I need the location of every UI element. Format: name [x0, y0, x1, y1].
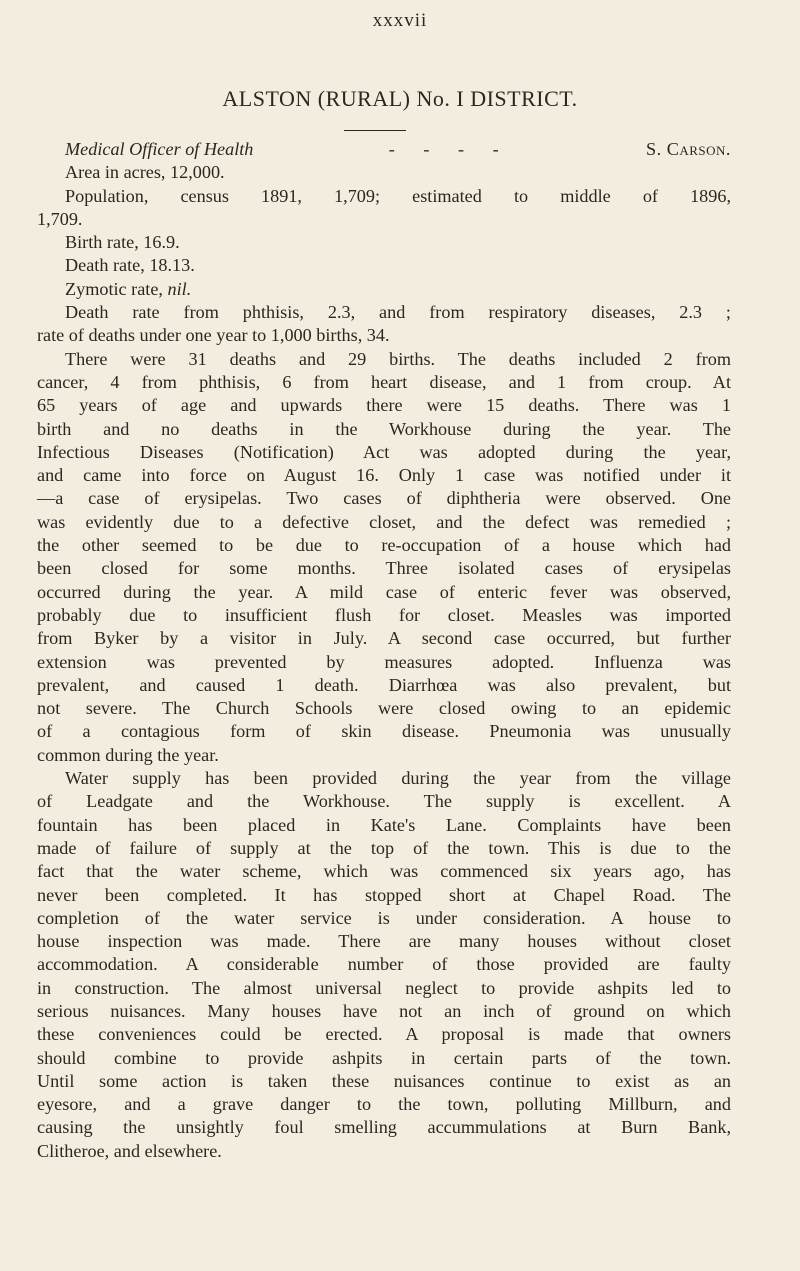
phthisis-line: Death rate from phthisis, 2.3, and from respiratory diseases, 2.3 ;	[65, 302, 731, 323]
paragraph-line: serious nuisances. Many houses have not an inch of ground on which	[37, 1000, 731, 1021]
officer-title: Medical Officer of Health	[65, 139, 254, 159]
paragraph-line: from Byker by a visitor in July. A second case occurred, but further	[37, 628, 731, 649]
paragraph-line: the other seemed to be due to re-occupation of a house which had	[37, 535, 731, 556]
district-heading: ALSTON (RURAL) No. I DISTRICT.	[222, 86, 578, 111]
paragraph-line: never been completed. It has stopped short at Chapel Road. The	[37, 884, 731, 905]
paragraph-line: —a case of erysipelas. Two cases of diphtheria were observed. One	[37, 488, 731, 509]
death-rate-line: Death rate, 18.13.	[65, 255, 195, 276]
paragraph-line: house inspection was made. There are many houses without closet	[37, 931, 731, 952]
paragraph-line: birth and no deaths in the Workhouse during the year. The	[37, 418, 731, 439]
paragraph-line: probably due to insufficient flush for closet. Measles was imported	[37, 604, 731, 625]
paragraph-line: Clitheroe, and elsewhere.	[37, 1140, 222, 1161]
paragraph-line: causing the unsightly foul smelling accummulations at Burn Bank,	[37, 1117, 731, 1138]
paragraph-line: Until some action is taken these nuisances continue to exist as an	[37, 1070, 731, 1091]
paragraph-line: Infectious Diseases (Notification) Act was adopted during the year,	[37, 441, 731, 462]
paragraph-line: of a contagious form of skin disease. Pneumonia was unusually	[37, 721, 731, 742]
paragraph-line: should combine to provide ashpits in certain parts of the town.	[37, 1047, 731, 1068]
paragraph-line: extension was prevented by measures adopted. Influenza was	[37, 651, 731, 672]
population-line: Population, census 1891, 1,709; estimated to middle of 1896,	[65, 185, 731, 206]
paragraph-line: occurred during the year. A mild case of enteric fever was observed,	[37, 581, 731, 602]
paragraph-line: cancer, 4 from phthisis, 6 from heart disease, and 1 from croup. At	[37, 371, 731, 392]
zymotic-value: nil.	[167, 278, 192, 299]
paragraph-line: these conveniences could be erected. A proposal is made that owners	[37, 1024, 731, 1045]
paragraph-line: not severe. The Church Schools were closed owing to an epidemic	[37, 698, 731, 719]
paragraph-line: been closed for some months. Three isolated cases of erysipelas	[37, 558, 731, 579]
area-line: Area in acres, 12,000.	[65, 162, 225, 183]
paragraph-deaths-diseases	[37, 348, 731, 767]
paragraph-line: common during the year.	[37, 744, 219, 765]
paragraph-line: was evidently due to a defective closet, and the defect was remedied ;	[37, 511, 731, 532]
paragraph-line: There were 31 deaths and 29 births. The deaths included 2 from	[65, 348, 731, 369]
paragraph-line: fountain has been placed in Kate's Lane. Complaints have been	[37, 814, 731, 835]
paragraph-line: of Leadgate and the Workhouse. The supply is excellent. A	[37, 791, 731, 812]
paragraph-line: and came into force on August 16. Only 1 case was notified under it	[37, 465, 731, 486]
paragraph-line: completion of the water service is under consideration. A house to	[37, 907, 731, 928]
paragraph-line: eyesore, and a grave danger to the town, polluting Millburn, and	[37, 1094, 731, 1115]
officer-line	[37, 138, 731, 161]
paragraph-line: in construction. The almost universal neglect to provide ashpits led to	[37, 977, 731, 998]
birth-rate-line: Birth rate, 16.9.	[65, 232, 180, 253]
paragraph-line: 65 years of age and upwards there were 15 deaths. There was 1	[37, 395, 731, 416]
paragraph-line: prevalent, and caused 1 death. Diarrhœa was also prevalent, but	[37, 674, 731, 695]
report-body	[37, 138, 731, 1163]
paragraph-water-sanitation	[37, 767, 731, 1163]
paragraph-line: accommodation. A considerable number of those provided are faulty	[37, 954, 731, 975]
officer-dashes: - - - -	[388, 139, 511, 159]
zymotic-rate-line	[37, 278, 731, 301]
population-continuation: 1,709.	[37, 208, 83, 229]
page-number: xxxvii	[372, 10, 428, 31]
zymotic-label: Zymotic rate,	[65, 278, 168, 299]
paragraph-line: Water supply has been provided during the year from the village	[65, 768, 731, 789]
heading-rule	[344, 130, 406, 131]
infant-mortality-line: rate of deaths under one year to 1,000 births, 34.	[37, 325, 390, 346]
officer-name: S. Carson.	[646, 139, 731, 159]
paragraph-line: made of failure of supply at the top of the town. This is due to the	[37, 837, 731, 858]
paragraph-line: fact that the water scheme, which was commenced six years ago, has	[37, 861, 731, 882]
